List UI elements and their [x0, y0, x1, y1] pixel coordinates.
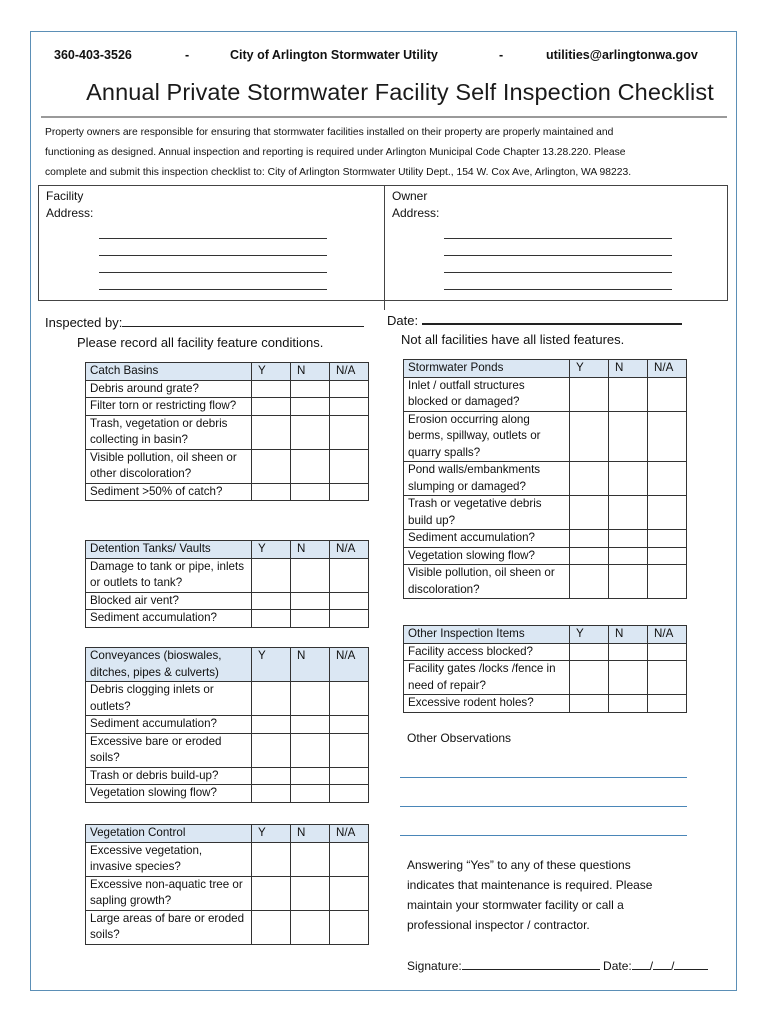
table-row: Excessive bare or eroded soils? [86, 733, 369, 767]
na-cell[interactable] [330, 682, 369, 716]
yes-cell[interactable] [570, 661, 609, 695]
no-cell[interactable] [609, 661, 648, 695]
vegetation-control-table: Vegetation Control Y N N/A Excessive vegetation, invasive species? Excessive non-aquatic tree or sapling growth? Large areas of bare or eroded soils? [85, 824, 369, 945]
title-divider [41, 116, 727, 118]
signature-field[interactable]: Signature: Date: / / [407, 957, 708, 973]
table-row: Visible pollution, oil sheen or other discoloration? [86, 449, 369, 483]
na-cell[interactable] [330, 610, 369, 628]
table-row: Sediment >50% of catch? [86, 483, 369, 501]
sig-date-month[interactable] [632, 957, 650, 970]
table-title: Conveyances (bioswales, ditches, pipes & culverts) [86, 648, 252, 682]
facility-address-line[interactable] [99, 289, 327, 290]
facility-address-line[interactable] [99, 255, 327, 256]
no-cell[interactable] [291, 610, 330, 628]
yes-cell[interactable] [252, 767, 291, 785]
table-row: Trash or vegetative debris build up? [404, 496, 687, 530]
owner-address-line[interactable] [444, 272, 672, 273]
no-cell[interactable] [291, 716, 330, 734]
table-row: Facility gates /locks /fence in need of repair? [404, 661, 687, 695]
na-cell[interactable] [330, 483, 369, 501]
yes-cell[interactable] [252, 415, 291, 449]
no-cell[interactable] [291, 767, 330, 785]
yes-cell[interactable] [570, 547, 609, 565]
table-row: Visible pollution, oil sheen or discoloration? [404, 565, 687, 599]
table-row: Filter torn or restricting flow? [86, 398, 369, 416]
yes-cell[interactable] [252, 449, 291, 483]
yes-cell[interactable] [252, 380, 291, 398]
na-cell[interactable] [648, 565, 687, 599]
address-box [38, 185, 728, 301]
na-cell[interactable] [648, 496, 687, 530]
other-observations-label: Other Observations [407, 731, 512, 745]
facility-address-line[interactable] [99, 238, 327, 239]
na-cell[interactable] [648, 462, 687, 496]
yes-cell[interactable] [570, 462, 609, 496]
table-title: Stormwater Ponds [404, 360, 570, 378]
header-separator: - [185, 48, 190, 62]
page-title: Annual Private Stormwater Facility Self Inspection Checklist [86, 79, 714, 105]
conveyances-table: Conveyances (bioswales, ditches, pipes & culverts) Y N N/A Debris clogging inlets or outlets? Sediment accumulation? Excessive bare or eroded soils? Trash or debris build-up? Vegetation slowing flow? [85, 647, 369, 803]
no-cell[interactable] [291, 842, 330, 876]
observation-line[interactable] [400, 806, 687, 807]
maintenance-note: Answering “Yes” to any of these questions indicates that maintenance is required. Please maintain your stormwater facility or call a professional inspector / contractor. [407, 858, 653, 932]
date-line[interactable] [422, 311, 682, 325]
no-cell[interactable] [291, 449, 330, 483]
sig-date-day[interactable] [653, 957, 671, 970]
na-cell[interactable] [648, 411, 687, 462]
no-cell[interactable] [609, 411, 648, 462]
na-cell[interactable] [648, 695, 687, 713]
record-note: Please record all facility feature conditions. [77, 335, 324, 350]
no-cell[interactable] [609, 695, 648, 713]
owner-address-line[interactable] [444, 238, 672, 239]
table-row: Sediment accumulation? [404, 530, 687, 548]
table-title: Vegetation Control [86, 825, 252, 843]
no-cell[interactable] [291, 910, 330, 944]
yes-cell[interactable] [252, 716, 291, 734]
table-row: Facility access blocked? [404, 643, 687, 661]
intro-line: functioning as designed. Annual inspection and reporting is required under Arlington Municipal Code Chapter 13.28.220. Please [45, 147, 626, 158]
table-row: Debris clogging inlets or outlets? [86, 682, 369, 716]
table-row: Vegetation slowing flow? [404, 547, 687, 565]
no-cell[interactable] [609, 565, 648, 599]
yes-cell[interactable] [252, 398, 291, 416]
table-row: Debris around grate? [86, 380, 369, 398]
signature-label: Signature: [407, 959, 462, 973]
na-cell[interactable] [330, 449, 369, 483]
na-cell[interactable] [330, 767, 369, 785]
yes-cell[interactable] [570, 377, 609, 411]
address-divider [384, 186, 385, 310]
na-cell[interactable] [330, 415, 369, 449]
yes-cell[interactable] [252, 876, 291, 910]
table-row: Erosion occurring along berms, spillway, outlets or quarry spalls? [404, 411, 687, 462]
detention-tanks-table: Detention Tanks/ Vaults Y N N/A Damage to tank or pipe, inlets or outlets to tank? Blocked air vent? Sediment accumulation? [85, 540, 369, 628]
sig-date-year[interactable] [674, 957, 708, 970]
table-row: Vegetation slowing flow? [86, 785, 369, 803]
header-org: City of Arlington Stormwater Utility [230, 48, 438, 62]
na-cell[interactable] [648, 530, 687, 548]
no-cell[interactable] [609, 496, 648, 530]
intro-paragraph [45, 123, 725, 183]
na-cell[interactable] [330, 733, 369, 767]
na-cell[interactable] [648, 547, 687, 565]
no-cell[interactable] [291, 682, 330, 716]
yes-cell[interactable] [570, 496, 609, 530]
table-row: Trash or debris build-up? [86, 767, 369, 785]
no-cell[interactable] [609, 530, 648, 548]
intro-line: complete and submit this inspection checklist to: City of Arlington Stormwater Utility Dept., 154 W. Cox Ave, Arlington, WA 98223. [45, 167, 632, 178]
owner-address-line[interactable] [444, 289, 672, 290]
no-cell[interactable] [291, 592, 330, 610]
facility-address-label: Facility Address: [46, 189, 94, 220]
na-cell[interactable] [330, 592, 369, 610]
yes-cell[interactable] [252, 483, 291, 501]
no-cell[interactable] [609, 462, 648, 496]
inspected-by-line[interactable] [122, 314, 364, 327]
na-cell[interactable] [648, 377, 687, 411]
yes-cell[interactable] [252, 842, 291, 876]
features-note: Not all facilities have all listed features. [401, 332, 625, 347]
na-cell[interactable] [330, 876, 369, 910]
header-separator: - [499, 48, 504, 62]
observation-line[interactable] [400, 777, 687, 778]
no-cell[interactable] [291, 380, 330, 398]
other-items-table: Other Inspection Items Y N N/A Facility access blocked? Facility gates /locks /fence in need of repair? Excessive rodent holes? [403, 625, 687, 713]
stormwater-ponds-table: Stormwater Ponds Y N N/A Inlet / outfall structures blocked or damaged? Erosion occurring along berms, spillway, outlets or quarry spalls? Pond walls/embankments slumping or damaged? Trash or vegetative debris build up? Sediment accumulation? Vegetation slowing flow? Visible pollution, oil sheen or discoloration? [403, 359, 687, 599]
yes-cell[interactable] [252, 785, 291, 803]
no-cell[interactable] [291, 415, 330, 449]
table-row: Trash, vegetation or debris collecting in basin? [86, 415, 369, 449]
facility-address-line[interactable] [99, 272, 327, 273]
header-phone: 360-403-3526 [54, 48, 132, 62]
no-cell[interactable] [291, 398, 330, 416]
inspected-by-field[interactable]: Inspected by: [45, 314, 364, 330]
yes-cell[interactable] [570, 411, 609, 462]
yes-cell[interactable] [252, 910, 291, 944]
owner-address-line[interactable] [444, 255, 672, 256]
yes-cell[interactable] [570, 695, 609, 713]
yes-cell[interactable] [252, 733, 291, 767]
na-cell[interactable] [330, 716, 369, 734]
no-cell[interactable] [291, 785, 330, 803]
no-cell[interactable] [291, 876, 330, 910]
owner-address-label: Owner Address: [392, 189, 440, 220]
na-cell[interactable] [330, 842, 369, 876]
table-row: Sediment accumulation? [86, 716, 369, 734]
table-row: Large areas of bare or eroded soils? [86, 910, 369, 944]
na-cell[interactable] [330, 910, 369, 944]
no-cell[interactable] [291, 483, 330, 501]
table-row: Sediment accumulation? [86, 610, 369, 628]
na-cell[interactable] [648, 661, 687, 695]
date-field[interactable]: Date: [387, 311, 682, 328]
signature-line[interactable] [462, 957, 600, 970]
no-cell[interactable] [291, 733, 330, 767]
observation-line[interactable] [400, 835, 687, 836]
na-cell[interactable] [330, 785, 369, 803]
no-cell[interactable] [609, 377, 648, 411]
table-row: Damage to tank or pipe, inlets or outlets to tank? [86, 558, 369, 592]
yes-cell[interactable] [570, 565, 609, 599]
table-row: Inlet / outfall structures blocked or damaged? [404, 377, 687, 411]
no-cell[interactable] [291, 558, 330, 592]
na-cell[interactable] [330, 398, 369, 416]
na-cell[interactable] [330, 380, 369, 398]
yes-cell[interactable] [252, 610, 291, 628]
table-row: Blocked air vent? [86, 592, 369, 610]
no-cell[interactable] [609, 547, 648, 565]
yes-cell[interactable] [252, 592, 291, 610]
catch-basins-table: Catch Basins Y N N/A Debris around grate? Filter torn or restricting flow? Trash, vegetation or debris collecting in basin? Visible pollution, oil sheen or other discoloration? Sediment >50% of catch? [85, 362, 369, 501]
table-row: Excessive vegetation, invasive species? [86, 842, 369, 876]
table-row: Excessive non-aquatic tree or sapling growth? [86, 876, 369, 910]
table-title: Catch Basins [86, 363, 252, 381]
sig-date-label: Date: [603, 959, 632, 973]
yes-cell[interactable] [570, 530, 609, 548]
table-title: Other Inspection Items [404, 626, 570, 644]
yes-cell[interactable] [252, 558, 291, 592]
table-title: Detention Tanks/ Vaults [86, 541, 252, 559]
no-cell[interactable] [609, 643, 648, 661]
intro-line: Property owners are responsible for ensuring that stormwater facilities installed on their property are properly maintained and [45, 127, 614, 138]
na-cell[interactable] [330, 558, 369, 592]
yes-cell[interactable] [252, 682, 291, 716]
table-row: Excessive rodent holes? [404, 695, 687, 713]
yes-cell[interactable] [570, 643, 609, 661]
na-cell[interactable] [648, 643, 687, 661]
header-email: utilities@arlingtonwa.gov [546, 48, 698, 62]
table-row: Pond walls/embankments slumping or damaged? [404, 462, 687, 496]
